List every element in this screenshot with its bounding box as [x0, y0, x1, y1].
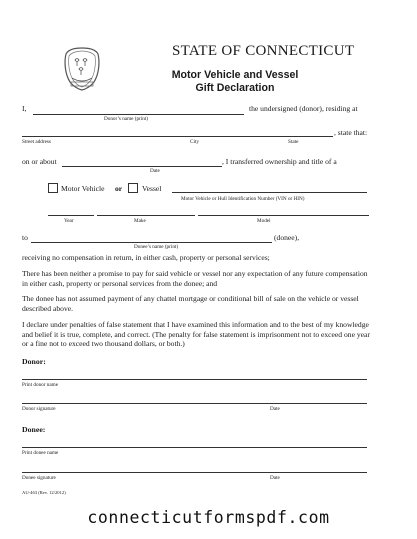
motor-vehicle-label: Motor Vehicle — [61, 184, 105, 193]
statement-no-mortgage: The donee has not assumed payment of any chattel mortgage or conditional bill of sale on the vehicle or vessel described above. — [22, 294, 359, 313]
make-field[interactable] — [97, 215, 195, 216]
model-field[interactable] — [198, 215, 369, 216]
statement-declaration: I declare under penalties of false statement that I have examined this information and to the best of my knowledge and belief it is true, complete, and correct. (The penalty for false statement is imprisonment not to exceed one year or a fine not to exceed two thousand dollars, or both.) — [22, 320, 370, 349]
state-seal-icon — [60, 44, 104, 92]
donee-line-prefix: to — [22, 233, 28, 242]
vessel-label: Vessel — [142, 184, 162, 193]
donee-date-caption: Date — [270, 475, 280, 481]
donor-signature-caption: Donor signature — [22, 406, 56, 412]
date-caption: Date — [150, 168, 160, 174]
site-watermark: connecticutformspdf.com — [87, 508, 330, 527]
or-label: or — [115, 184, 123, 193]
date-line-suffix: , I transferred ownership and title of a — [222, 157, 337, 166]
donee-print-name-caption: Print donee name — [22, 450, 59, 456]
year-field[interactable] — [48, 215, 94, 216]
address-line-suffix: , state that: — [334, 128, 368, 137]
donor-date-caption: Date — [270, 406, 280, 412]
model-caption: Model — [257, 218, 271, 224]
donee-name-caption: Donee’s name (print) — [134, 244, 179, 250]
vin-caption: Motor Vehicle or Hull Identification Number (VIN or HIN) — [181, 196, 305, 202]
city-caption: City — [190, 139, 199, 145]
donor-address-field[interactable] — [22, 136, 333, 137]
state-title: STATE OF CONNECTICUT — [172, 43, 355, 59]
donee-line-suffix: (donee), — [274, 233, 300, 242]
donor-print-name-caption: Print donor name — [22, 382, 59, 388]
donor-print-name-field[interactable] — [22, 379, 367, 380]
year-caption: Year — [64, 218, 74, 224]
donee-signature-caption: Donee signature — [22, 475, 56, 481]
donor-line-prefix: I, — [22, 104, 27, 113]
state-caption: State — [288, 139, 299, 145]
street-caption: Street address — [22, 139, 51, 145]
donor-line-suffix: the undersigned (donor), residing at — [249, 104, 358, 113]
donee-print-name-field[interactable] — [22, 447, 367, 448]
donee-name-field[interactable] — [31, 242, 272, 243]
make-caption: Make — [134, 218, 146, 224]
vin-field[interactable] — [172, 192, 367, 193]
donee-signature-field[interactable] — [22, 472, 367, 473]
transfer-date-field[interactable] — [62, 166, 222, 167]
donee-heading: Donee: — [22, 425, 46, 434]
statement-no-promise: There has been neither a promise to pay for said vehicle or vessel nor any expectation of any future compensation in either cash, property or personal services from the donee; and — [22, 269, 368, 288]
vessel-checkbox[interactable] — [128, 183, 138, 193]
form-title: Motor Vehicle and Vessel Gift Declaration — [171, 69, 299, 94]
donor-heading: Donor: — [22, 357, 46, 366]
form-number: AU-463 (Rev. 12/2012) — [22, 490, 66, 495]
donor-signature-field[interactable] — [22, 403, 367, 404]
donor-name-caption: Donor’s name (print) — [104, 116, 148, 122]
motor-vehicle-checkbox[interactable] — [48, 183, 58, 193]
statement-no-compensation: receiving no compensation in return, in either cash, property or personal services; — [22, 253, 270, 262]
date-line-prefix: on or about — [22, 157, 57, 166]
donor-name-field[interactable] — [33, 114, 244, 115]
